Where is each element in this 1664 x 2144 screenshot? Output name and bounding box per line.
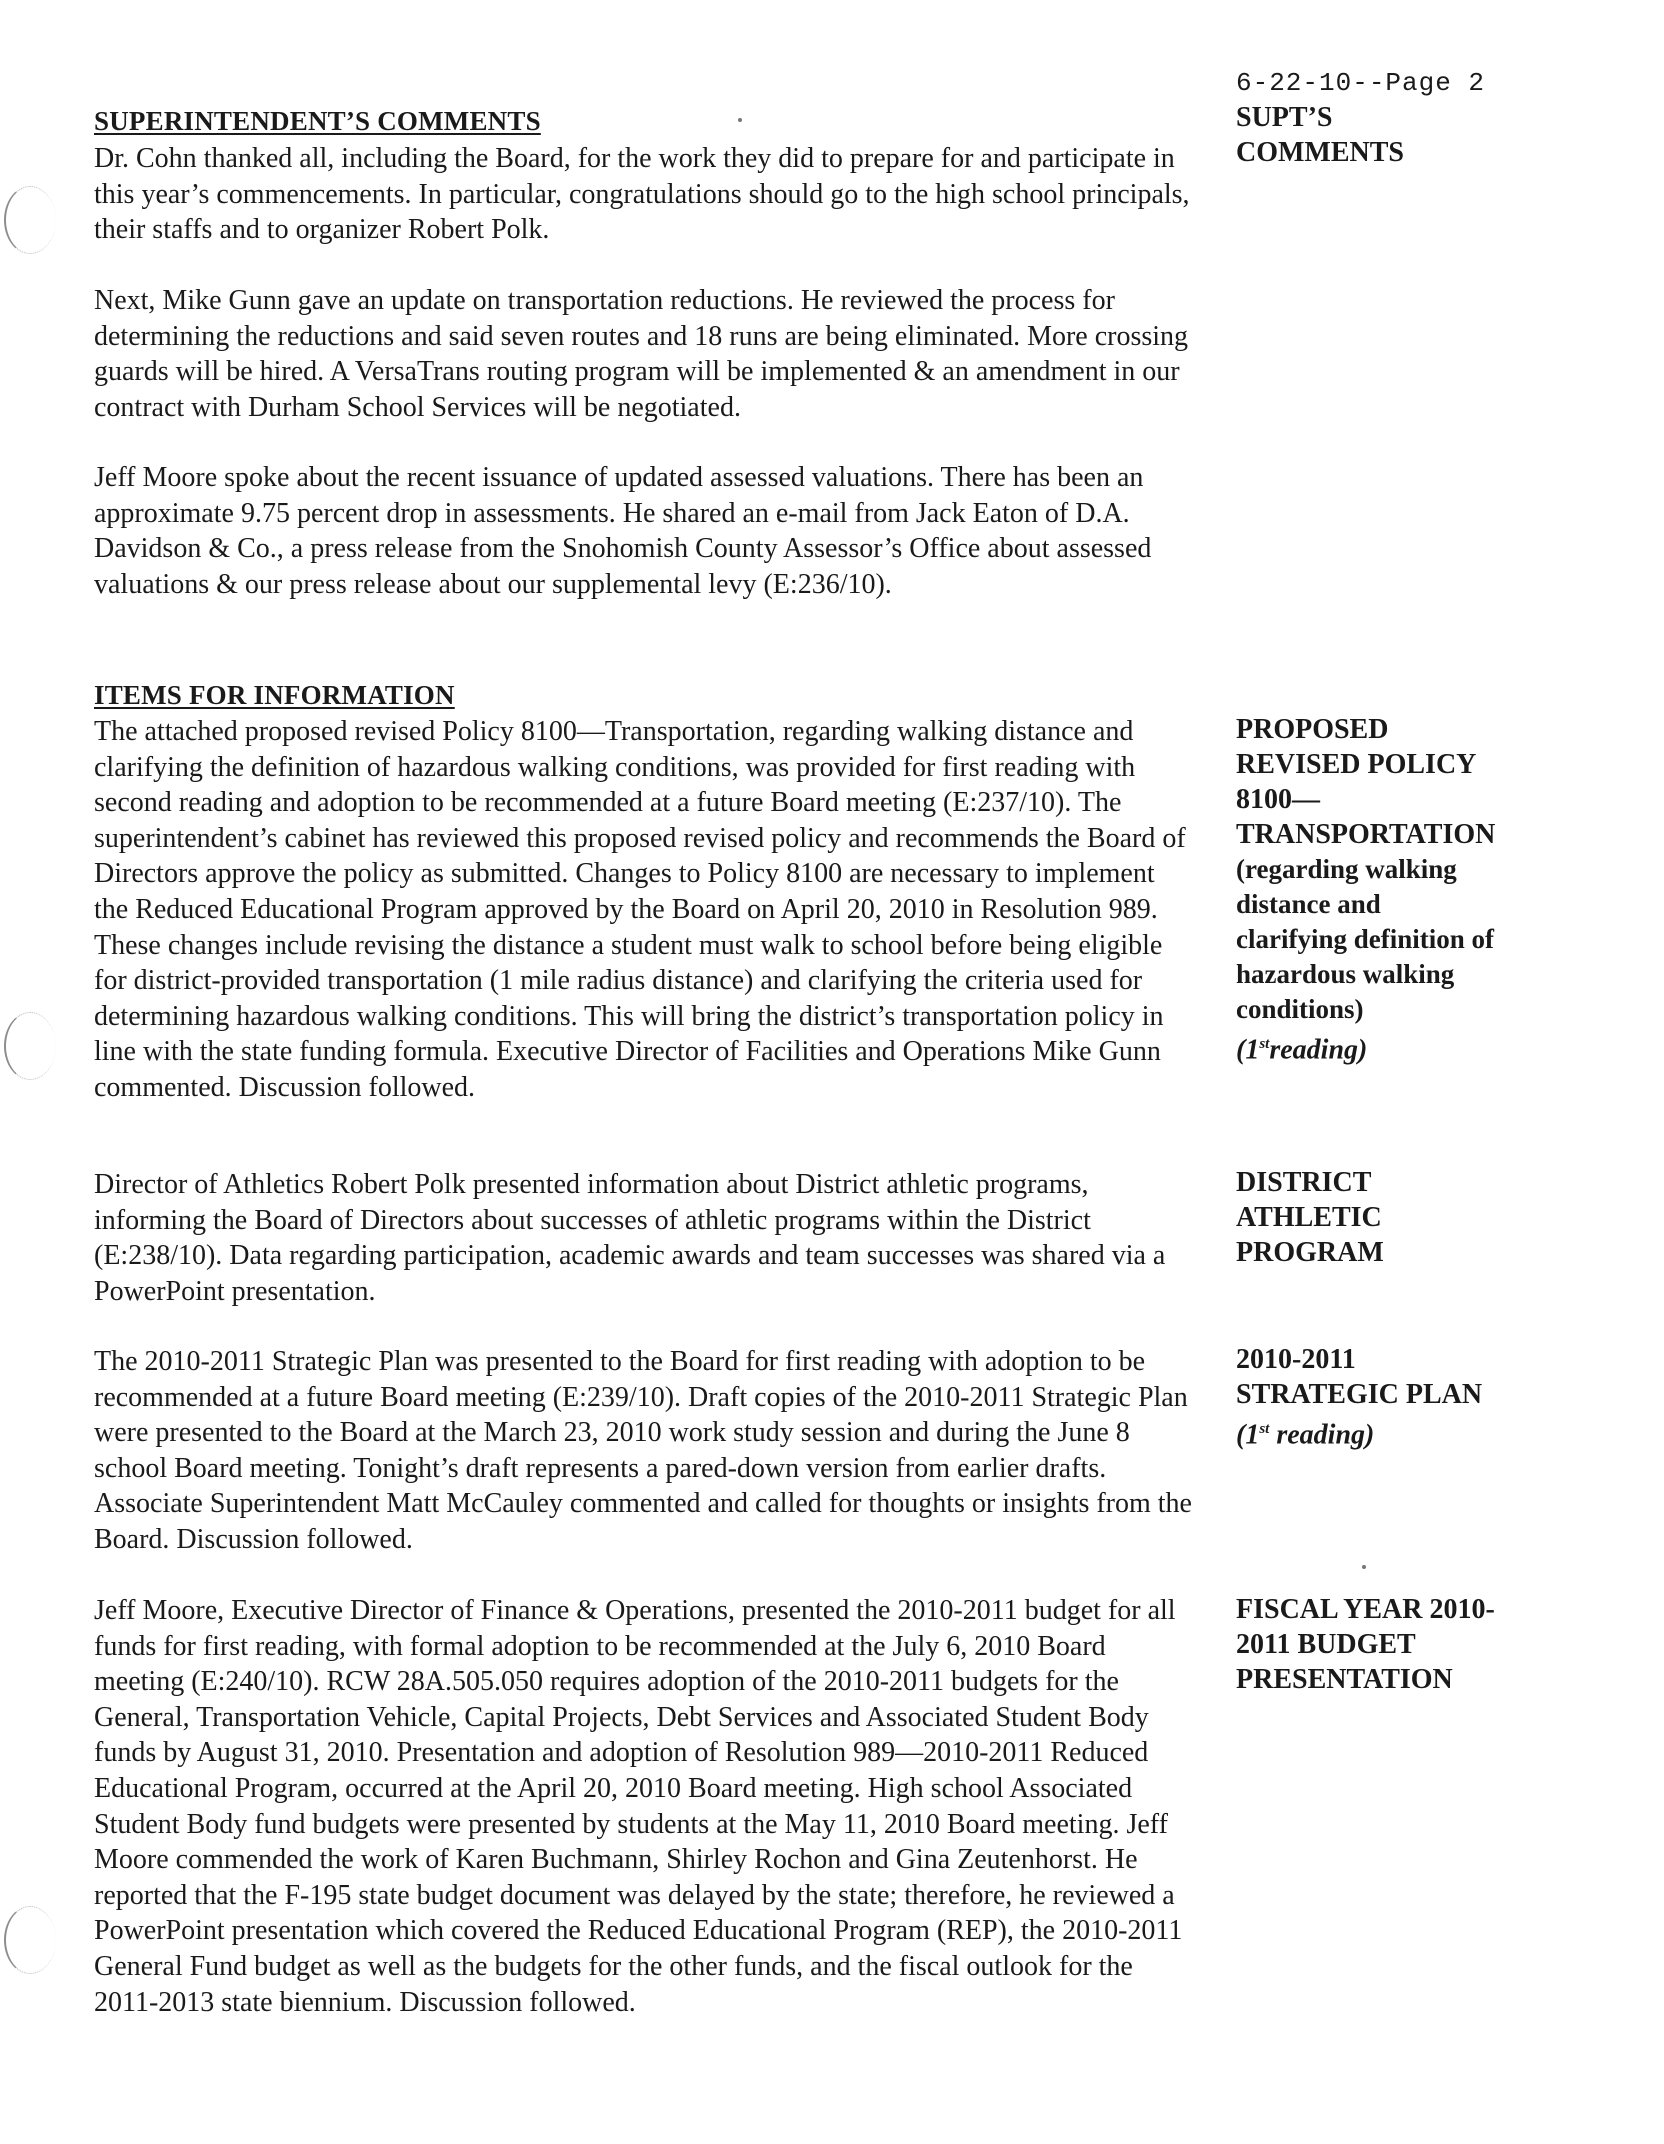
side-label-strategic-plan	[1236, 1342, 1566, 1452]
side-label-line: PRESENTATION	[1236, 1664, 1453, 1695]
reading-note-superscript: st	[1259, 1421, 1270, 1437]
section-heading-information: ITEMS FOR INFORMATION	[94, 680, 455, 710]
side-label-line: distance and	[1236, 889, 1381, 919]
side-label-line: PROGRAM	[1236, 1237, 1384, 1268]
punch-hole-mark	[4, 1012, 56, 1080]
side-label-line: SUPT’S	[1236, 102, 1333, 133]
side-label-policy-8100	[1236, 712, 1566, 1067]
side-label-line: 8100—	[1236, 784, 1320, 815]
side-label-line: conditions)	[1236, 994, 1364, 1024]
side-label-line: (regarding walking	[1236, 854, 1457, 884]
scan-speck	[738, 118, 742, 122]
side-label-line: DISTRICT	[1236, 1167, 1372, 1198]
side-label-line: COMMENTS	[1236, 137, 1404, 168]
paragraph-supt-transportation: Next, Mike Gunn gave an update on transportation reductions. He reviewed the process for determining the reductions and said seven routes and 18 runs are being eliminated. More crossing guards will be hired. A VersaTrans routing program will be implemented & an amendment in our contract with Durham School Services will be negotiated.	[94, 285, 1189, 423]
paragraph-policy-8100: The attached proposed revised Policy 8100—Transportation, regarding walking distance and clarifying the definition of hazardous walking conditions, was provided for first reading with second reading and adoption to be recommended at a future Board meeting (E:237/10). The superintendent’s cabinet has reviewed this proposed revised policy and recommends the Board of Directors approve the policy as submitted. Changes to Policy 8100 are necessary to implement the Reduced Educational Program approved by the Board on April 20, 2010 in Resolution 989. These changes include revising the distance a student must walk to school before being eligible for district-provided transportation (1 mile radius distance) and clarifying the criteria used for determining hazardous walking conditions. This will bring the district’s transportation policy in line with the state funding formula. Executive Director of Facilities and Operations Mike Gunn commented. Discussion followed.	[94, 716, 1186, 1103]
side-label-reading-note	[1236, 1027, 1566, 1067]
paragraph-strategic-plan: The 2010-2011 Strategic Plan was presented to the Board for first reading with adoption to be recommended at a future Board meeting (E:239/10). Draft copies of the 2010-2011 Strategic Plan were presented to the Board at the March 23, 2010 work study session and during the June 8 school Board meeting. Tonight’s draft represents a pared-down version from earlier drafts. Associate Superintendent Matt McCauley commented and called for thoughts or insights from the Board. Discussion followed.	[94, 1346, 1192, 1555]
reading-note-suffix: reading)	[1269, 1419, 1375, 1451]
side-label-line: PROPOSED	[1236, 714, 1389, 745]
punch-hole-mark	[4, 1906, 56, 1974]
side-label-line: STRATEGIC PLAN	[1236, 1379, 1483, 1410]
punch-hole-mark	[4, 186, 56, 254]
side-label-line: ATHLETIC	[1236, 1202, 1382, 1233]
section-heading-superintendent: SUPERINTENDENT’S COMMENTS	[94, 106, 541, 136]
side-label-line: FISCAL YEAR 2010-	[1236, 1594, 1495, 1625]
side-label-line: TRANSPORTATION	[1236, 819, 1496, 850]
side-label-reading-note	[1236, 1412, 1566, 1452]
side-label-athletics	[1236, 1165, 1566, 1270]
reading-note-prefix: (1	[1236, 1034, 1260, 1066]
side-label-line: 2011 BUDGET	[1236, 1629, 1416, 1660]
page-identifier: 6-22-10--Page 2	[1236, 68, 1486, 98]
paragraph-athletics: Director of Athletics Robert Polk presented information about District athletic programs, informing the Board of Directors about successes of athletic programs within the District (E:238/10). Data regarding participation, academic awards and team successes was shared via a PowerPoint presentation.	[94, 1169, 1166, 1307]
side-label-line: clarifying definition of	[1236, 924, 1494, 954]
side-label-line: 2010-2011	[1236, 1344, 1356, 1375]
side-label-line: REVISED POLICY	[1236, 749, 1477, 780]
paragraph-supt-valuations: Jeff Moore spoke about the recent issuance of updated assessed valuations. There has been an approximate 9.75 percent drop in assessments. He shared an e-mail from Jack Eaton of D.A. Davidson & Co., a press release from the Snohomish County Assessor’s Office about assessed valuations & our press release about our supplemental levy (E:236/10).	[94, 462, 1152, 600]
scan-speck	[1362, 1565, 1366, 1569]
reading-note-superscript: st	[1259, 1036, 1270, 1052]
paragraph-budget: Jeff Moore, Executive Director of Finance & Operations, presented the 2010-2011 budget for all funds for first reading, with formal adoption to be recommended at the July 6, 2010 Board meeting (E:240/10). RCW 28A.505.050 requires adoption of the 2010-2011 budgets for the General, Transportation Vehicle, Capital Projects, Debt Services and Associated Student Body funds by August 31, 2010. Presentation and adoption of Resolution 989—2010-2011 Reduced Educational Program, occurred at the April 20, 2010 Board meeting. High school Associated Student Body fund budgets were presented by students at the May 11, 2010 Board meeting. Jeff Moore commended the work of Karen Buchmann, Shirley Rochon and Gina Zeutenhorst. He reported that the F-195 state budget document was delayed by the state; therefore, he reviewed a PowerPoint presentation which covered the Reduced Educational Program (REP), the 2010-2011 General Fund budget as well as the budgets for the other funds, and the fiscal outlook for the 2011-2013 state biennium. Discussion followed.	[94, 1595, 1183, 2018]
side-label-line: hazardous walking	[1236, 959, 1455, 989]
reading-note-prefix: (1	[1236, 1419, 1260, 1451]
paragraph-supt-commencements: Dr. Cohn thanked all, including the Board, for the work they did to prepare for and participate in this year’s commencements. In particular, congratulations should go to the high school principals, their staffs and to organizer Robert Polk.	[94, 143, 1190, 246]
reading-note-suffix: reading)	[1269, 1034, 1368, 1066]
side-label-supt-comments	[1236, 100, 1566, 170]
side-label-budget	[1236, 1592, 1566, 1697]
